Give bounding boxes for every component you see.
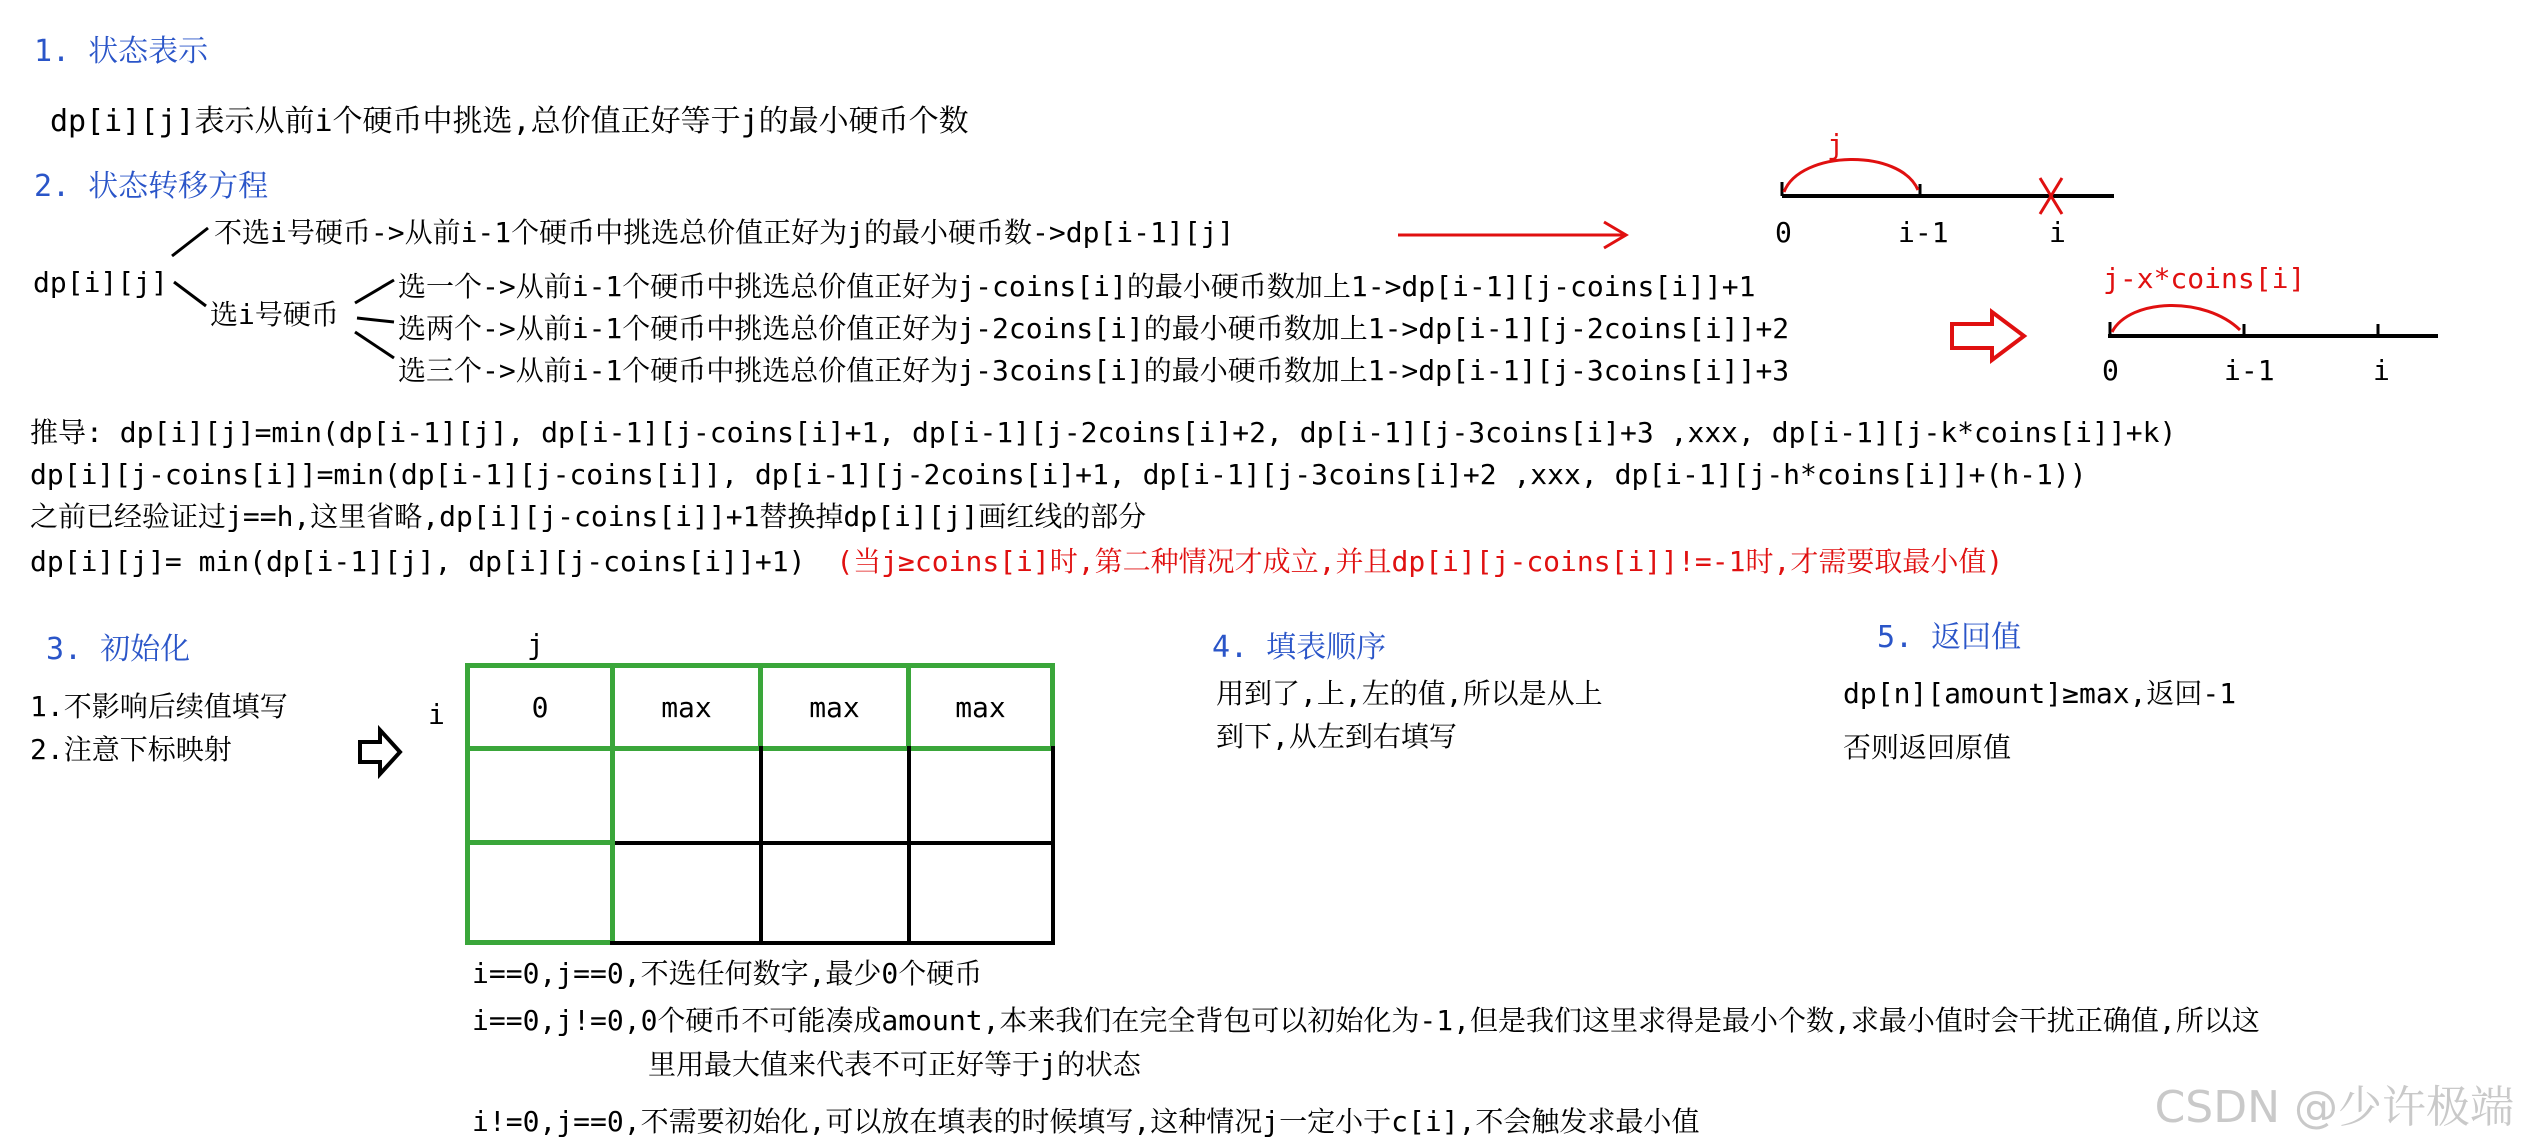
sub-branch-one: 选一个->从前i-1个硬币中挑选总价值正好为j-coins[i]的最小硬币数加上1->dp[i-1][j-coins[i]]+1 bbox=[398, 270, 1756, 303]
init-note-1: i==0,j==0,不选任何数字,最少0个硬币 bbox=[472, 957, 983, 990]
dp-cell-0-2: max bbox=[758, 663, 911, 751]
numberline2-arc bbox=[2112, 305, 2240, 332]
transition-root: dp[i][j] bbox=[33, 266, 168, 299]
sub-branch-line-2 bbox=[357, 318, 394, 322]
return-line-1: dp[n][amount]≥max,返回-1 bbox=[1843, 677, 2237, 710]
fill-order-line-1: 用到了,上,左的值,所以是从上 bbox=[1216, 677, 1603, 710]
sub-branch-line-3 bbox=[355, 332, 394, 358]
sub-branch-three: 选三个->从前i-1个硬币中挑选总价值正好为j-3coins[i]的最小硬币数加上1->dp[i-1][j-3coins[i]]+3 bbox=[398, 354, 1790, 387]
hollow-arrow-icon bbox=[1952, 312, 2024, 360]
init-point-1: 1.不影响后续值填写 bbox=[30, 690, 288, 723]
numberline1-tick-0: 0 bbox=[1775, 216, 1792, 249]
section5-heading: 5. 返回值 bbox=[1877, 620, 2022, 655]
numberline2-tick-0: 0 bbox=[2102, 354, 2119, 387]
sub-branch-line-1 bbox=[355, 280, 394, 303]
branch-not-select: 不选i号硬币->从前i-1个硬币中挑选总价值正好为j的最小硬币数->dp[i-1][j] bbox=[214, 216, 1235, 249]
dp-cell-0-1: max bbox=[610, 663, 763, 751]
init-note-3: i!=0,j==0,不需要初始化,可以放在填表的时候填写,这种情况j一定小于c[i],不会触发求最小值 bbox=[472, 1105, 1700, 1138]
numberline1-arc bbox=[1784, 159, 1918, 192]
numberline1-tick-i: i bbox=[2049, 216, 2066, 249]
red-arrow-icon bbox=[1398, 222, 1626, 248]
init-note-2b: 里用最大值来代表不可正好等于j的状态 bbox=[648, 1048, 1141, 1081]
derivation-line-1: 推导: dp[i][j]=min(dp[i-1][j], dp[i-1][j-coins[i]+1, dp[i-1][j-2coins[i]+2, dp[i-1][j-3coins[i]+3 ,xxx, dp[i-1][j-k*coins[i]]+k) bbox=[30, 416, 2177, 449]
dp-cell-0-0: 0 bbox=[465, 663, 615, 751]
numberline1-j-label: j bbox=[1827, 128, 1844, 161]
numberline2-tick-i: i bbox=[2373, 354, 2390, 387]
section2-heading: 2. 状态转移方程 bbox=[34, 169, 269, 204]
final-equation-condition: (当j≥coins[i]时,第二种情况才成立,并且dp[i][j-coins[i]]!=-1时,才需要取最小值) bbox=[836, 545, 2004, 578]
watermark: CSDN @少许极端 bbox=[2154, 1082, 2514, 1133]
section4-heading: 4. 填表顺序 bbox=[1212, 630, 1387, 665]
branch-line-upper bbox=[172, 228, 208, 256]
derivation-line-3: 之前已经验证过j==h,这里省略,dp[i][j-coins[i]]+1替换掉dp[i][j]画红线的部分 bbox=[30, 500, 1147, 533]
return-line-2: 否则返回原值 bbox=[1843, 731, 2012, 764]
branch-line-lower bbox=[174, 282, 206, 306]
derivation-line-2: dp[i][j-coins[i]]=min(dp[i-1][j-coins[i]], dp[i-1][j-2coins[i]+1, dp[i-1][j-3coins[i]+2 ,xxx, dp[i-1][j-h*coins[i]]+(h-1)) bbox=[30, 458, 2087, 491]
branch-select: 选i号硬币 bbox=[210, 298, 339, 331]
hollow-arrow-right-icon bbox=[360, 730, 400, 774]
number-line-2 bbox=[2108, 305, 2438, 336]
init-note-2a: i==0,j!=0,0个硬币不可能凑成amount,本来我们在完全背包可以初始化为-1,但是我们这里求得是最小个数,求最小值时会干扰正确值,所以这 bbox=[472, 1004, 2260, 1037]
table-row-label: i bbox=[428, 698, 445, 731]
fill-order-line-2: 到下,从左到右填写 bbox=[1216, 720, 1457, 753]
sub-branch-two: 选两个->从前i-1个硬币中挑选总价值正好为j-2coins[i]的最小硬币数加上1->dp[i-1][j-2coins[i]]+2 bbox=[398, 312, 1790, 345]
init-point-2: 2.注意下标映射 bbox=[30, 733, 232, 766]
table-col-label: j bbox=[527, 628, 544, 661]
section1-heading: 1. 状态表示 bbox=[34, 34, 209, 69]
section3-heading: 3. 初始化 bbox=[46, 632, 191, 667]
final-equation-formula: dp[i][j]= min(dp[i-1][j], dp[i][j-coins[i]]+1) bbox=[30, 545, 806, 578]
numberline1-tick-i-1: i-1 bbox=[1898, 216, 1949, 249]
number-line-1 bbox=[1782, 159, 2114, 214]
dp-cell-0-3: max bbox=[906, 663, 1055, 751]
numberline2-tick-i-1: i-1 bbox=[2224, 354, 2275, 387]
numberline2-label: j-x*coins[i] bbox=[2103, 262, 2306, 295]
state-definition: dp[i][j]表示从前i个硬币中挑选,总价值正好等于j的最小硬币个数 bbox=[50, 104, 969, 139]
